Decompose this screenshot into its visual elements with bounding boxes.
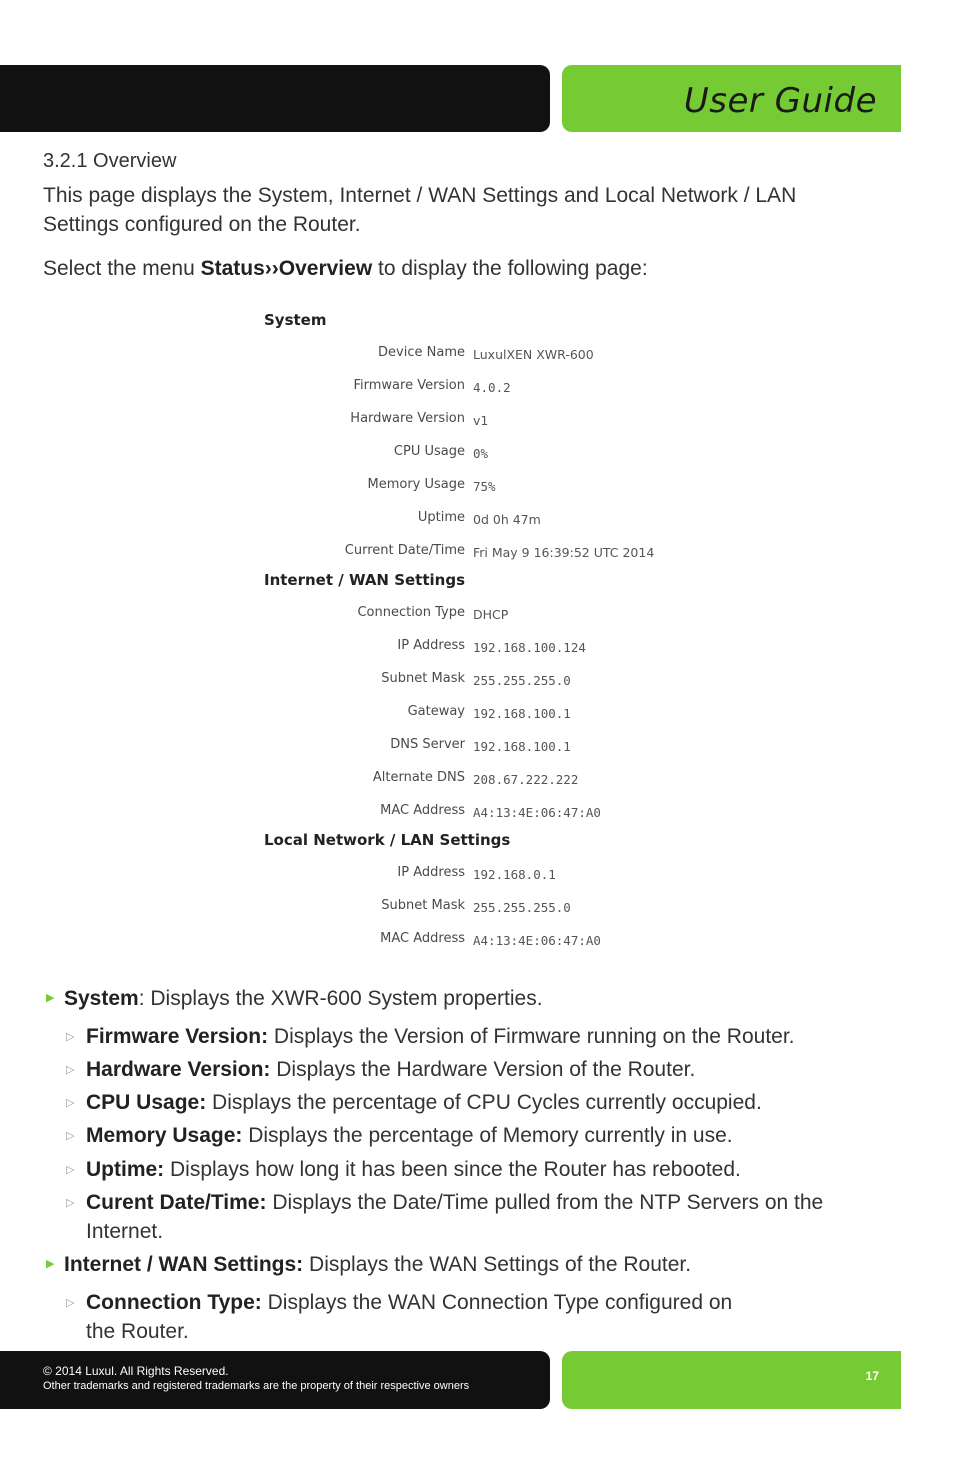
status-row: [255, 345, 735, 365]
status-value: 192.168.0.1: [473, 867, 556, 882]
bullet-text: Displays the Date/Time pulled from the NTP Servers on the Internet.: [86, 1191, 824, 1243]
copyright-text: © 2014 Luxul. All Rights Reserved.: [43, 1364, 229, 1378]
footer-green-bar: [562, 1351, 901, 1409]
bullet-term: System: [64, 987, 139, 1010]
triangle-right-filled-icon: ▶: [46, 1258, 55, 1270]
status-label: Hardware Version: [350, 411, 465, 426]
status-label: Device Name: [378, 345, 465, 360]
bullet-text: Displays the percentage of Memory currently in use.: [242, 1124, 733, 1147]
status-label: Current Date/Time: [344, 543, 465, 558]
bullet-term: Connection Type:: [86, 1291, 262, 1314]
status-value: 192.168.100.1: [473, 706, 571, 721]
footer-black-bar: [0, 1351, 550, 1409]
header-black-bar: [0, 65, 550, 132]
bullet-term: Uptime:: [86, 1158, 165, 1181]
status-label: Subnet Mask: [381, 671, 465, 686]
status-row: [255, 638, 735, 658]
status-value: 192.168.100.124: [473, 640, 586, 655]
status-row: [255, 803, 735, 823]
list-item: [46, 1250, 864, 1279]
bullet-text: : Displays the XWR-600 System properties.: [138, 987, 543, 1010]
bullet-term: Hardware Version:: [86, 1058, 271, 1081]
triangle-right-filled-icon: ▶: [46, 992, 55, 1004]
status-value: LuxulXEN XWR-600: [473, 347, 594, 362]
status-label: Firmware Version: [353, 378, 465, 393]
triangle-right-outline-icon: ▷: [66, 1097, 75, 1109]
list-item: [66, 1022, 876, 1051]
router-status-screenshot: [255, 305, 735, 960]
bullet-text: Displays how long it has been since the Router has rebooted.: [164, 1158, 741, 1181]
status-row: [255, 543, 735, 563]
status-row: [255, 898, 735, 918]
triangle-right-outline-icon: ▷: [66, 1164, 75, 1176]
bullet-text: Displays the percentage of CPU Cycles currently occupied.: [206, 1091, 762, 1114]
bullet-term: Internet / WAN Settings:: [64, 1253, 304, 1276]
list-item: [66, 1088, 876, 1117]
list-item: [66, 1155, 876, 1184]
triangle-right-outline-icon: ▷: [66, 1064, 75, 1076]
status-label: Memory Usage: [367, 477, 465, 492]
status-row: [255, 865, 735, 885]
status-label: Connection Type: [357, 605, 465, 620]
status-value: 192.168.100.1: [473, 739, 571, 754]
bullet-term: Curent Date/Time:: [86, 1191, 267, 1214]
bullet-term: Firmware Version:: [86, 1025, 269, 1048]
section-title: 3.2.1 Overview: [43, 150, 177, 172]
bullet-text: Displays the WAN Connection Type configured on the Router.: [86, 1291, 733, 1343]
status-label: IP Address: [397, 865, 465, 880]
bullet-text: Displays the Version of Firmware running on the Router.: [268, 1025, 795, 1048]
status-value: 255.255.255.0: [473, 673, 571, 688]
select-suffix: to display the following page:: [372, 257, 648, 280]
status-label: DNS Server: [390, 737, 465, 752]
wan-group-title: Internet / WAN Settings: [264, 571, 466, 589]
triangle-right-outline-icon: ▷: [66, 1130, 75, 1142]
menu-path: Status››Overview: [200, 257, 373, 280]
status-row: [255, 737, 735, 757]
bullet-text: Displays the Hardware Version of the Router.: [270, 1058, 696, 1081]
status-value: A4:13:4E:06:47:A0: [473, 933, 601, 948]
status-label: CPU Usage: [393, 444, 465, 459]
bullet-text: Displays the WAN Settings of the Router.: [303, 1253, 692, 1276]
document-title: User Guide: [683, 81, 877, 121]
status-label: Subnet Mask: [381, 898, 465, 913]
status-row: [255, 671, 735, 691]
status-row: [255, 931, 735, 951]
status-row: [255, 605, 735, 625]
status-value: 4.0.2: [473, 380, 511, 395]
triangle-right-outline-icon: ▷: [66, 1197, 75, 1209]
status-value: v1: [473, 413, 489, 428]
lan-group-title: Local Network / LAN Settings: [264, 831, 511, 849]
status-label: Gateway: [407, 704, 465, 719]
status-value: DHCP: [473, 607, 509, 622]
header-green-bar: [562, 65, 901, 132]
status-row: [255, 704, 735, 724]
status-value: 208.67.222.222: [473, 772, 579, 787]
system-group-title: System: [264, 311, 327, 329]
status-label: MAC Address: [380, 931, 465, 946]
status-value: 0d 0h 47m: [473, 512, 541, 527]
status-value: Fri May 9 16:39:52 UTC 2014: [473, 545, 655, 560]
status-value: A4:13:4E:06:47:A0: [473, 805, 601, 820]
status-row: [255, 770, 735, 790]
list-item: [66, 1188, 876, 1246]
trademark-text: Other trademarks and registered trademarks are the property of their respective owners: [43, 1380, 470, 1392]
page-number: 17: [865, 1369, 879, 1383]
status-row: [255, 378, 735, 398]
triangle-right-outline-icon: ▷: [66, 1297, 75, 1309]
status-label: IP Address: [397, 638, 465, 653]
intro-paragraph: This page displays the System, Internet / WAN Settings and Local Network / LAN Settings configured on the Router.: [43, 184, 797, 236]
status-row: [255, 444, 735, 464]
status-value: 75%: [473, 479, 496, 494]
bullet-term: Memory Usage:: [86, 1124, 243, 1147]
triangle-right-outline-icon: ▷: [66, 1031, 75, 1043]
list-item: [66, 1055, 876, 1084]
status-value: 255.255.255.0: [473, 900, 571, 915]
status-label: Alternate DNS: [372, 770, 465, 785]
status-row: [255, 411, 735, 431]
status-row: [255, 510, 735, 530]
bullet-term: CPU Usage:: [86, 1091, 207, 1114]
select-menu-paragraph: [43, 254, 863, 283]
list-item: [46, 984, 864, 1013]
status-value: 0%: [473, 446, 489, 461]
select-prefix: Select the menu: [43, 257, 201, 280]
status-label: Uptime: [417, 510, 465, 525]
list-item: [66, 1121, 876, 1150]
status-row: [255, 477, 735, 497]
status-label: MAC Address: [380, 803, 465, 818]
list-item: [66, 1288, 736, 1346]
